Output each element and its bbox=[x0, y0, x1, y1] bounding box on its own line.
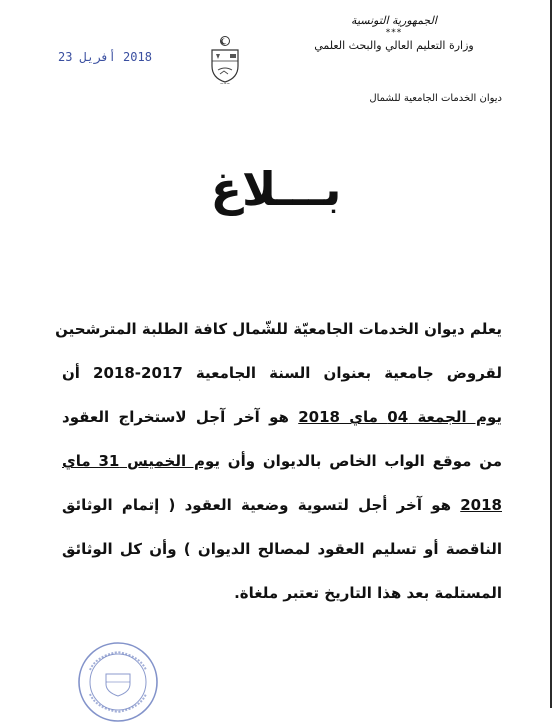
body-line-5 bbox=[62, 490, 502, 534]
coat-of-arms-emblem bbox=[206, 34, 244, 86]
body-line-1: يعلم ديوان الخدمات الجامعيّة للشّمال كافة الطلبة المترشحين bbox=[55, 320, 502, 338]
body-line-3 bbox=[62, 402, 502, 446]
republic-name: الجمهورية التونسية bbox=[351, 14, 437, 27]
deadline-year-2: 2018 bbox=[460, 496, 502, 514]
body-line-6: الناقصة أو تسليم العقود لمصالح الديوان ) وأن كل الوثائق bbox=[62, 540, 502, 558]
body-line-4-start: من موقع الواب الخاص بالديوان وأن bbox=[219, 452, 502, 470]
document-title: بـــلاغ bbox=[210, 162, 342, 216]
body-line-5-rest: هو آخر أجل لتسوية وضعية العقود ( إتمام الوثائق bbox=[62, 496, 461, 514]
announcement-body bbox=[55, 314, 502, 622]
official-seal-stamp bbox=[76, 640, 160, 724]
body-line-2: لقروض جامعية بعنوان السنة الجامعية 2017-2018 أن bbox=[62, 364, 502, 382]
body-line-3-rest: هو آخر آجل لاستخراج العقود bbox=[62, 408, 299, 426]
deadline-date-2: يوم الخميس 31 ماي bbox=[62, 452, 220, 470]
deadline-date-1: يوم الجمعة 04 ماي 2018 bbox=[298, 408, 502, 426]
svg-text:~~~: ~~~ bbox=[219, 81, 231, 86]
header-stars: *** bbox=[385, 28, 403, 38]
body-line-7: المستلمة بعد هذا التاريخ تعتبر ملغاة. bbox=[234, 584, 502, 602]
office-name: ديوان الخدمات الجامعية للشمال bbox=[369, 93, 502, 104]
ministry-name: وزارة التعليم العالي والبحث العلمي bbox=[314, 39, 474, 52]
received-date-stamp: 2018 أفريل 23 bbox=[58, 50, 152, 64]
letterhead bbox=[284, 14, 504, 52]
body-line-4 bbox=[62, 446, 502, 490]
